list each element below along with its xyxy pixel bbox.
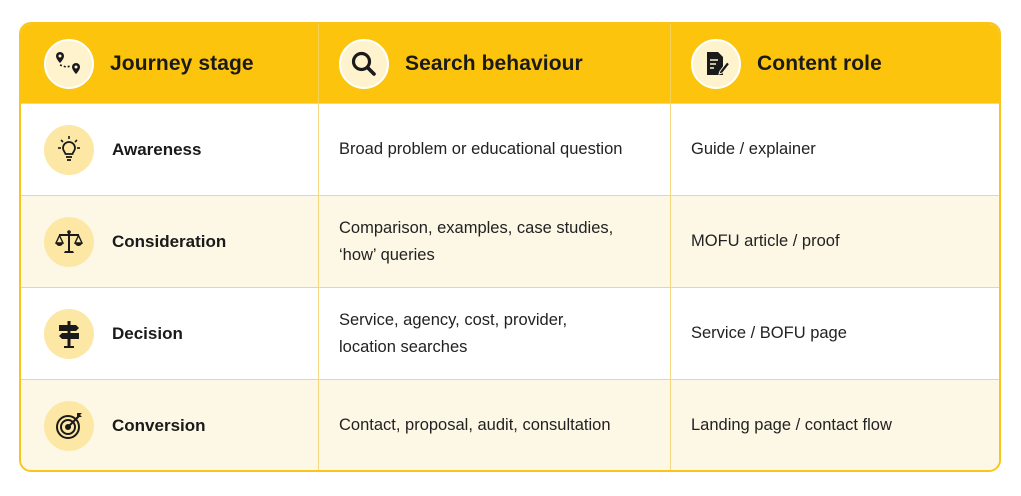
- table-row: [21, 195, 999, 287]
- route-pins-icon: [44, 39, 94, 89]
- content-role-text: Landing page / contact flow: [691, 416, 892, 434]
- table-header: [21, 24, 999, 103]
- header-label-journey-stage: Journey stage: [110, 51, 254, 75]
- header-label-content-role: Content role: [757, 51, 882, 75]
- table-row: [21, 379, 999, 471]
- signpost-icon: [44, 309, 94, 359]
- search-behaviour-text: Broad problem or educational question: [339, 140, 623, 158]
- stage-cell: [21, 380, 319, 471]
- role-cell: [671, 104, 999, 195]
- stage-cell: [21, 288, 319, 379]
- scales-icon: [44, 217, 94, 267]
- stage-label: Conversion: [112, 415, 206, 435]
- search-cell: [319, 196, 671, 287]
- search-behaviour-text: Comparison, examples, case studies, ‘how’ queries: [339, 218, 614, 264]
- header-content-role: [671, 24, 999, 103]
- role-cell: [671, 380, 999, 471]
- role-cell: [671, 196, 999, 287]
- search-cell: [319, 288, 671, 379]
- search-behaviour-text: Contact, proposal, audit, consultation: [339, 416, 611, 434]
- stage-label: Consideration: [112, 231, 227, 251]
- content-role-text: Service / BOFU page: [691, 324, 847, 342]
- table-row: [21, 287, 999, 379]
- journey-table: [19, 22, 1001, 472]
- header-journey-stage: [21, 24, 319, 103]
- search-icon: [339, 39, 389, 89]
- stage-label: Awareness: [112, 139, 202, 159]
- header-label-search-behaviour: Search behaviour: [405, 51, 583, 75]
- search-behaviour-text: Service, agency, cost, provider, location searches: [339, 310, 568, 356]
- target-icon: [44, 401, 94, 451]
- document-edit-icon: [691, 39, 741, 89]
- search-cell: [319, 380, 671, 471]
- header-search-behaviour: [319, 24, 671, 103]
- lightbulb-icon: [44, 125, 94, 175]
- content-role-text: MOFU article / proof: [691, 232, 840, 250]
- stage-cell: [21, 104, 319, 195]
- table-row: [21, 103, 999, 195]
- role-cell: [671, 288, 999, 379]
- search-cell: [319, 104, 671, 195]
- stage-label: Decision: [112, 323, 183, 343]
- stage-cell: [21, 196, 319, 287]
- content-role-text: Guide / explainer: [691, 140, 816, 158]
